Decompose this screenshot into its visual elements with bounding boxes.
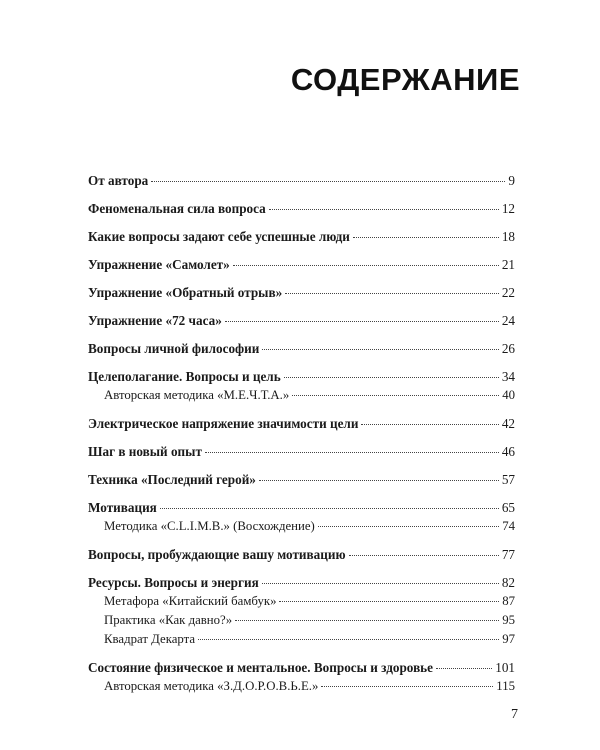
dot-leader xyxy=(269,209,499,210)
toc-subentry[interactable] xyxy=(88,678,515,695)
toc-entry[interactable] xyxy=(88,172,515,189)
toc-entry-label: Вопросы, пробуждающие вашу мотивацию xyxy=(88,547,346,562)
toc-subentry[interactable] xyxy=(88,387,515,404)
toc-entry-page: 21 xyxy=(501,257,515,272)
dot-leader xyxy=(205,452,499,453)
dot-leader xyxy=(160,508,499,509)
page-number: 7 xyxy=(511,707,518,722)
toc-entry-label: Мотивация xyxy=(88,500,157,515)
toc-entry-page: 74 xyxy=(502,519,515,533)
toc-entry-label: Квадрат Декарта xyxy=(104,632,196,646)
toc-entry-page: 115 xyxy=(496,679,515,693)
dot-leader xyxy=(436,668,492,669)
dot-leader xyxy=(233,265,499,266)
toc-entry-page: 77 xyxy=(501,547,515,562)
toc-entry-label: Вопросы личной философии xyxy=(88,341,260,356)
dot-leader xyxy=(284,377,499,378)
toc-entry-label: Методика «C.L.I.M.B.» (Восхождение) xyxy=(104,519,315,533)
dot-leader xyxy=(361,424,498,425)
toc-entry-label: Авторская методика «З.Д.О.Р.О.В.Ь.Е.» xyxy=(104,679,319,693)
toc-entry-page: 40 xyxy=(502,388,515,402)
dot-leader xyxy=(292,395,499,396)
toc-entry-label: Упражнение «Самолет» xyxy=(88,257,230,272)
toc-entry-label: Ресурсы. Вопросы и энергия xyxy=(88,575,259,590)
toc-entry-label: Целеполагание. Вопросы и цель xyxy=(88,369,281,384)
toc-entry-page: 22 xyxy=(501,285,515,300)
toc-entry[interactable] xyxy=(88,312,515,329)
toc-entry-page: 26 xyxy=(501,341,515,356)
toc-entry-page: 34 xyxy=(501,369,515,384)
dot-leader xyxy=(198,639,499,640)
toc-entry-page: 101 xyxy=(495,660,515,675)
toc-entry-page: 95 xyxy=(502,613,515,627)
page-title: СОДЕРЖАНИЕ xyxy=(290,62,520,97)
dot-leader xyxy=(225,321,499,322)
toc-entry-page: 9 xyxy=(508,173,515,188)
toc-entry[interactable] xyxy=(88,443,515,460)
dot-leader xyxy=(262,349,498,350)
toc-entry-label: Практика «Как давно?» xyxy=(104,613,233,627)
toc-entry-page: 97 xyxy=(502,632,515,646)
toc-entry[interactable] xyxy=(88,284,515,301)
toc-subentry[interactable] xyxy=(88,518,515,535)
toc-subentry[interactable] xyxy=(88,631,515,648)
dot-leader xyxy=(285,293,499,294)
toc-entry[interactable] xyxy=(88,228,515,245)
toc-entry[interactable] xyxy=(88,659,515,676)
dot-leader xyxy=(235,620,499,621)
toc-entry-label: Упражнение «Обратный отрыв» xyxy=(88,285,283,300)
toc-entry-page: 42 xyxy=(501,416,515,431)
dot-leader xyxy=(349,555,499,556)
toc-entry-label: Феноменальная сила вопроса xyxy=(88,201,266,216)
toc-entry-page: 46 xyxy=(501,444,515,459)
toc-entry[interactable] xyxy=(88,415,515,432)
toc-entry-label: Авторская методика «М.Е.Ч.Т.А.» xyxy=(104,388,290,402)
toc-entry-page: 82 xyxy=(501,575,515,590)
toc-entry-page: 24 xyxy=(501,313,515,328)
toc-entry-label: Метафора «Китайский бамбук» xyxy=(104,594,277,608)
dot-leader xyxy=(318,526,499,527)
table-of-contents xyxy=(88,172,515,695)
dot-leader xyxy=(279,601,499,602)
toc-subentry[interactable] xyxy=(88,593,515,610)
toc-entry-label: Электрическое напряжение значимости цели xyxy=(88,416,359,431)
toc-entry-page: 65 xyxy=(501,500,515,515)
toc-entry-page: 18 xyxy=(501,229,515,244)
toc-entry[interactable] xyxy=(88,499,515,516)
toc-entry-label: Шаг в новый опыт xyxy=(88,444,202,459)
toc-entry-page: 57 xyxy=(501,472,515,487)
toc-entry[interactable] xyxy=(88,368,515,385)
toc-subentry[interactable] xyxy=(88,612,515,629)
toc-entry-label: Какие вопросы задают себе успешные люди xyxy=(88,229,350,244)
toc-entry[interactable] xyxy=(88,574,515,591)
toc-entry[interactable] xyxy=(88,256,515,273)
toc-entry-page: 12 xyxy=(501,201,515,216)
toc-entry-label: Техника «Последний герой» xyxy=(88,472,256,487)
toc-entry-label: Состояние физическое и ментальное. Вопросы и здоровье xyxy=(88,660,434,675)
dot-leader xyxy=(321,686,493,687)
toc-entry[interactable] xyxy=(88,340,515,357)
toc-entry-label: От автора xyxy=(88,173,149,188)
toc-entry[interactable] xyxy=(88,471,515,488)
toc-entry[interactable] xyxy=(88,200,515,217)
toc-entry-label: Упражнение «72 часа» xyxy=(88,313,222,328)
toc-entry[interactable] xyxy=(88,546,515,563)
dot-leader xyxy=(262,583,499,584)
toc-entry-page: 87 xyxy=(502,594,515,608)
dot-leader xyxy=(259,480,499,481)
dot-leader xyxy=(151,181,505,182)
dot-leader xyxy=(353,237,499,238)
